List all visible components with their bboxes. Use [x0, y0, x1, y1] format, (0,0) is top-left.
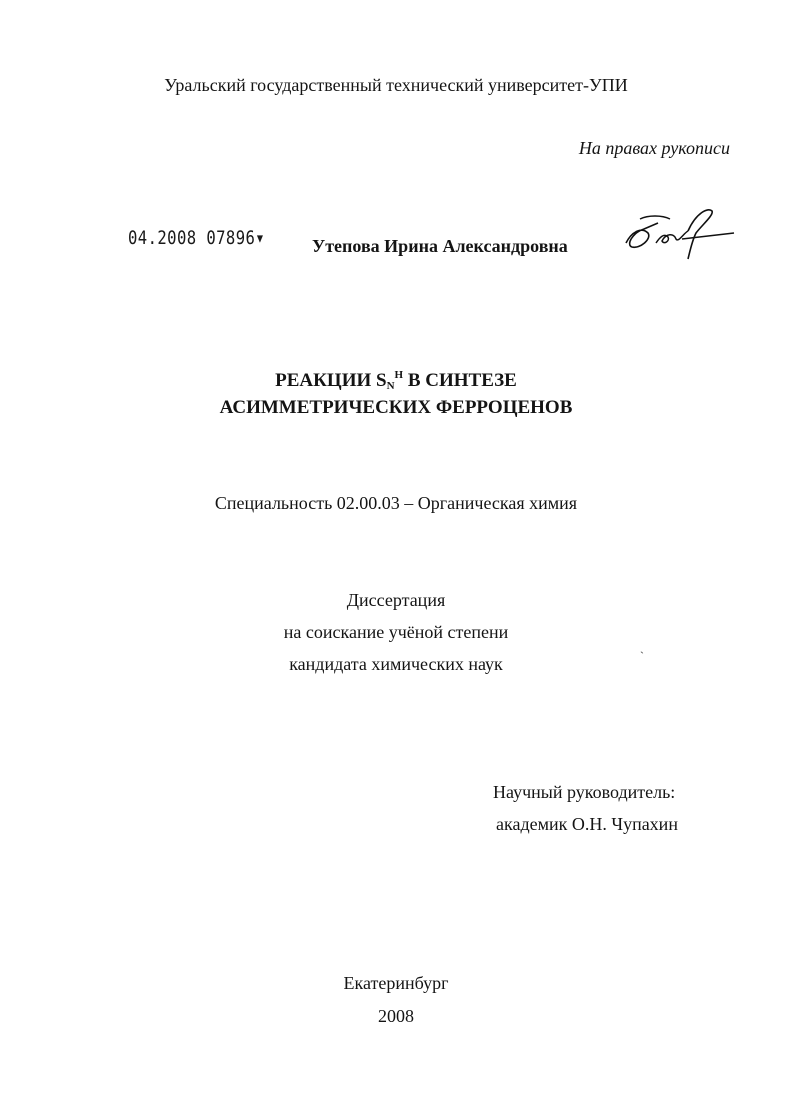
title-superscript: H — [394, 369, 404, 381]
degree-line: на соискание учёной степени — [283, 622, 509, 642]
author-name: Утепова Ирина Александровна — [312, 236, 568, 256]
city: Екатеринбург — [343, 973, 449, 993]
signature-image — [618, 203, 740, 265]
candidate-line: кандидата химических наук — [289, 654, 503, 674]
dissertation-label: Диссертация — [346, 590, 446, 610]
university-name: Уральский государственный технический университет-УПИ — [164, 75, 628, 95]
stray-mark: ˎ — [640, 640, 644, 654]
specialty: Специальность 02.00.03 – Органическая химия — [214, 493, 578, 513]
year: 2008 — [378, 1006, 414, 1026]
manuscript-note: На правах рукописи — [578, 138, 730, 158]
supervisor-name: академик О.Н. Чупахин — [496, 814, 678, 834]
registration-number: 04.2008 07896▾ — [128, 227, 266, 249]
registration-number-text: 04.2008 07896 — [128, 227, 256, 249]
thesis-title-line-1 — [0, 364, 792, 397]
thesis-title-line-2: АСИММЕТРИЧЕСКИХ ФЕРРОЦЕНОВ — [219, 397, 573, 418]
supervisor-label: Научный руководитель: — [493, 782, 676, 802]
title-suffix: В СИНТЕЗЕ — [403, 370, 517, 391]
title-prefix: РЕАКЦИИ S — [275, 370, 387, 391]
title-subscript: N — [386, 380, 395, 392]
